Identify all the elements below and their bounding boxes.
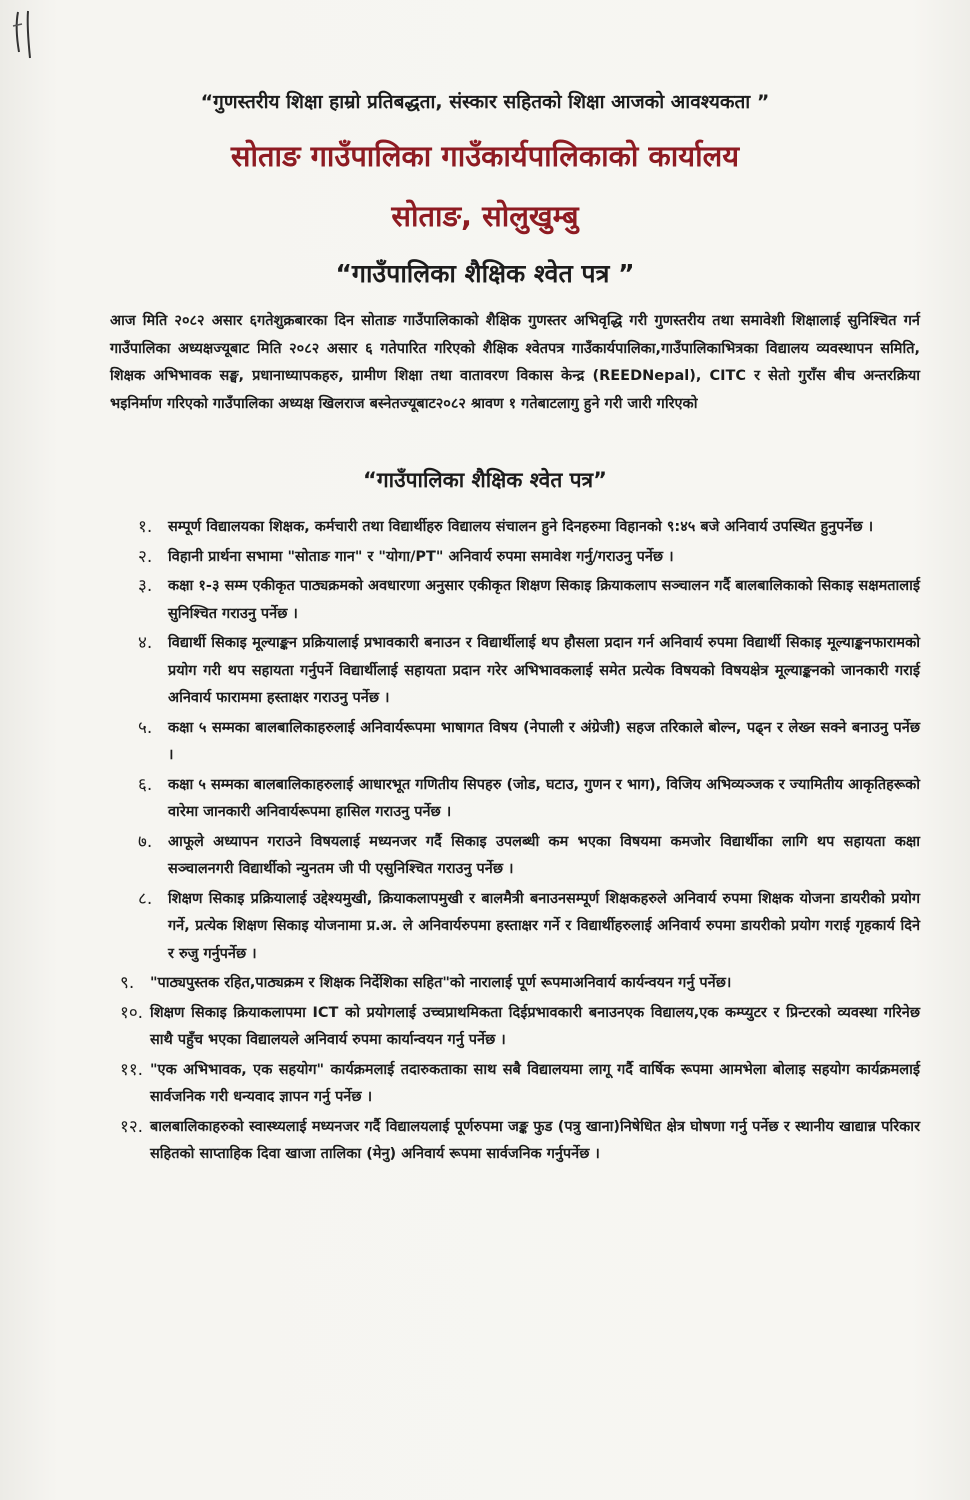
list-item bbox=[120, 715, 920, 770]
item-number: ८. bbox=[138, 888, 153, 909]
item-text: आफूले अध्यापन गराउने विषयलाई मध्यनजर गर्दै सिकाइ उपलब्धी कम भएका विषयमा कमजोर विद्यार्थीका लागि थप सहायता कक्षा सञ्चालनगरी विद्यार्थीको न्युनतम जी पी एसुनिश्चित गराउनु पर्नेछ । bbox=[168, 833, 920, 877]
item-number: ६. bbox=[138, 774, 153, 795]
list-item bbox=[120, 886, 920, 969]
list-item bbox=[120, 829, 920, 884]
item-text: सम्पूर्ण विद्यालयका शिक्षक, कर्मचारी तथा विद्यार्थीहरु विद्यालय संचालन हुने दिनहरुमा विहानको ९:४५ बजे अनिवार्य उपस्थित हुनुपर्नेछ । bbox=[168, 519, 874, 535]
item-text: शिक्षण सिकाइ प्रक्रियालाई उद्देश्यमुखी, क्रियाकलापमुखी र बालमैत्री बनाउनसम्पूर्ण शिक्षकहरुले अनिवार्य रुपमा शिक्षक योजना डायरीको प्रयोग गर्ने, प्रत्येक शिक्षण सिकाइ योजनामा प्र.अ. ले अनिवार्यरुपमा हस्ताक्षर गर्ने र विद्यार्थीहरुलाई अनिवार्य रुपमा डायरीको प्रयोग गराई गृहकार्य दिने र रुजु गर्नुपर्नेछ । bbox=[168, 890, 920, 962]
item-text: विद्यार्थी सिकाइ मूल्याङ्कन प्रक्रियालाई प्रभावकारी बनाउन र विद्यार्थीलाई थप हौसला प्रदान गर्न अनिवार्य रुपमा विद्यार्थी सिकाइ मूल्याङ्कनफारामको प्रयोग गरी थप सहायता गर्नुपर्ने विद्यार्थीलाई सहायता प्रदान गरेर अभिभावकलाई समेत प्रत्येक विषयको विषयक्षेत्र मूल्याङ्कनको जानकारी गराई अनिवार्य फाराममा हस्ताक्षर गराउनु पर्नेछ । bbox=[168, 635, 920, 706]
list-item bbox=[120, 630, 920, 713]
item-text: कक्षा १-३ सम्म एकीकृत पाठ्यक्रमको अवधारणा अनुसार एकीकृत शिक्षण सिकाइ क्रियाकलाप सञ्चालन गर्दै बालबालिकाको सिकाइ सक्षमतालाई सुनिश्चित गराउनु पर्नेछ । bbox=[168, 578, 920, 622]
points-list bbox=[120, 514, 920, 1171]
list-item bbox=[120, 1057, 920, 1112]
item-number: ९. bbox=[120, 973, 135, 993]
motto-line: “गुणस्तरीय शिक्षा हाम्रो प्रतिबद्धता, संस्कार सहितको शिक्षा आजको आवश्यकता ” bbox=[200, 91, 770, 113]
item-text: "पाठ्यपुस्तक रहित,पाठ्यक्रम र शिक्षक निर्देशिका सहित"को नारालाई पूर्ण रूपमाअनिवार्य कार्यन्वयन गर्नु पर्नेछ। bbox=[150, 975, 732, 991]
office-name: सोताङ गाउँपालिका गाउँकार्यपालिकाको कार्यालय bbox=[230, 139, 740, 173]
document-title: “गाउँपालिका शैक्षिक श्वेत पत्र ” bbox=[335, 259, 635, 288]
list-item bbox=[120, 1114, 920, 1169]
item-text: विहानी प्रार्थना सभामा "सोताङ गान" र "योगा/PT" अनिवार्य रुपमा समावेश गर्नु/गराउनु पर्नेछ । bbox=[168, 548, 674, 565]
list-item bbox=[120, 1000, 920, 1055]
item-text: शिक्षण सिकाइ क्रियाकलापमा ICT को प्रयोगलाई उच्चप्राथमिकता दिईप्रभावकारी बनाउनएक विद्यालय,एक कम्प्युटर र प्रिन्टरको व्यवस्था गरिनेछ साथै पहुँच भएका विद्यालयले अनिवार्य रुपमा कार्यान्वयन गर्नु पर्नेछ । bbox=[150, 1004, 920, 1048]
item-text: कक्षा ५ सम्मका बालबालिकाहरुलाई अनिवार्यरूपमा भाषागत विषय (नेपाली र अंग्रेजी) सहज तरिकाले बोल्न, पढ्न र लेख्न सक्ने बनाउनु पर्नेछ । bbox=[168, 719, 920, 763]
list-item bbox=[120, 544, 920, 572]
item-number: ३. bbox=[138, 576, 153, 596]
item-number: ५. bbox=[138, 717, 153, 738]
item-number: १. bbox=[138, 517, 153, 537]
list-item bbox=[120, 970, 920, 998]
item-number: ११. bbox=[120, 1059, 144, 1080]
list-item bbox=[120, 772, 920, 827]
handwritten-margin-mark bbox=[10, 8, 40, 63]
section-title: “गाउँपालिका शैक्षिक श्वेत पत्र” bbox=[363, 468, 607, 492]
item-number: ४. bbox=[138, 633, 153, 653]
intro-paragraph: आज मिति २०८२ असार ६गतेशुक्रबारका दिन सोताङ गाउँपालिकाको शैक्षिक गुणस्तर अभिवृद्धि गरी गुणस्तरीय तथा समावेशी शिक्षालाई सुनिश्चित गर्न गाउँपालिका अध्यक्षज्यूबाट मिति २०८२ असार ६ गतेपारित गरिएको शैक्षिक श्वेतपत्र गाउँकार्यपालिका,गाउँपालिकाभित्रका विद्यालय व्यवस्थापन समिति, शिक्षक अभिभावक सङ्घ, प्रधानाध्यापकहरु, ग्रामीण शिक्षा तथा वातावरण विकास केन्द्र (REEDNepal), CITC र सेतो गुराँस बीच अन्तरक्रिया भइनिर्माण गरिएको गाउँपालिका अध्यक्ष खिलराज बस्नेतज्यूबाट२०८२ श्रावण १ गतेबाटलागु हुने गरी जारी गरिएको bbox=[110, 313, 920, 412]
item-text: कक्षा ५ सम्मका बालबालिकाहरुलाई आधारभूत गणितीय सिपहरु (जोड, घटाउ, गुणन र भाग), विजिय अभिव्यञ्जक र ज्यामितीय आकृतिहरूको वारेमा जानकारी अनिवार्यरूपमा हासिल गराउनु पर्नेछ । bbox=[168, 776, 920, 820]
office-location: सोताङ, सोलुखुम्बु bbox=[391, 199, 579, 233]
item-number: १२. bbox=[120, 1116, 144, 1137]
item-number: १०. bbox=[120, 1002, 144, 1023]
item-text: बालबालिकाहरुको स्वास्थ्यलाई मध्यनजर गर्दै विद्यालयलाई पूर्णरुपमा जङ्क फुड (पत्रु खाना)निषेधित क्षेत्र घोषणा गर्नु पर्नेछ र स्थानीय खाद्यान्न परिकार सहितको साप्ताहिक दिवा खाजा तालिका (मेनु) अनिवार्य रूपमा सार्वजनिक गर्नुपर्नेछ । bbox=[150, 1118, 920, 1162]
list-item bbox=[120, 573, 920, 628]
list-item bbox=[120, 514, 920, 542]
item-number: ७. bbox=[138, 831, 153, 852]
item-number: २. bbox=[138, 546, 153, 567]
item-text: "एक अभिभावक, एक सहयोग" कार्यक्रमलाई तदारुकताका साथ सबै विद्यालयमा लागू गर्दै वार्षिक रूपमा आमभेला बोलाइ सहयोग कार्यक्रमलाई सार्वजनिक गरी धन्यवाद ज्ञापन गर्नु पर्नेछ । bbox=[150, 1061, 920, 1105]
